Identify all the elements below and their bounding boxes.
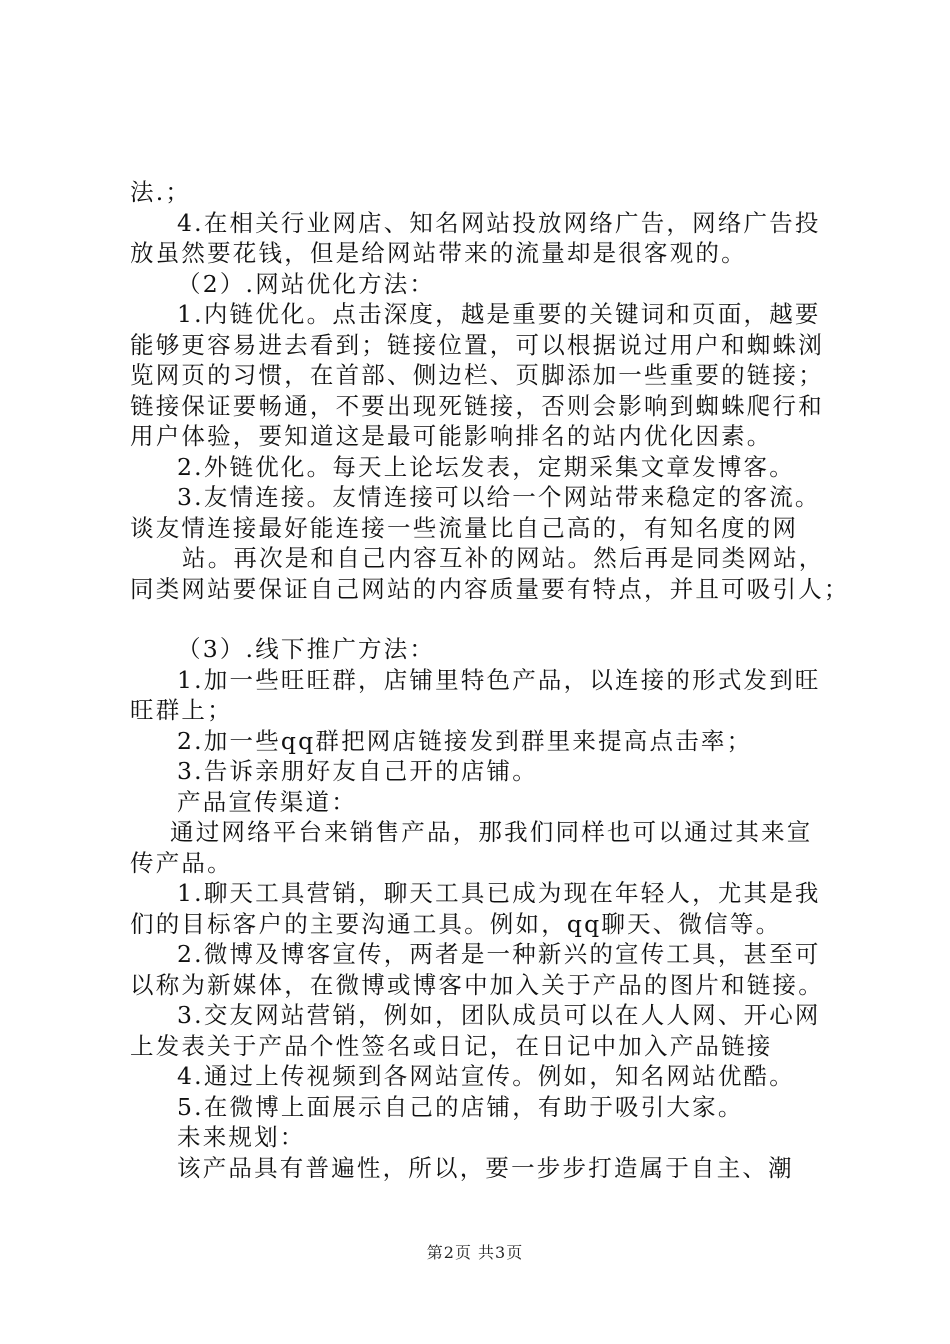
paragraph-line: 1.内链优化。点击深度，越是重要的关键词和页面，越要 <box>177 300 821 328</box>
section-heading: 未来规划： <box>177 1123 306 1151</box>
paragraph-line: 法.； <box>130 178 192 206</box>
paragraph-line: 该产品具有普遍性，所以，要一步步打造属于自主、潮 <box>177 1153 794 1182</box>
document-body <box>130 177 850 1183</box>
paragraph-line: 同类网站要保证自己网站的内容质量要有特点，并且可吸引人； <box>130 574 850 603</box>
paragraph-line: 4.通过上传视频到各网站宣传。例如，知名网站优酷。 <box>177 1062 795 1090</box>
paragraph-line: 3.告诉亲朋好友自己开的店铺。 <box>177 757 538 785</box>
paragraph-line: 2.外链优化。每天上论坛发表，定期采集文章发博客。 <box>177 452 795 481</box>
paragraph-gap <box>130 604 850 634</box>
section-heading: （2）.网站优化方法： <box>177 269 436 298</box>
paragraph-line: 站。再次是和自己内容互补的网站。然后再是同类网站， <box>182 544 825 572</box>
paragraph-line: 旺群上； <box>130 696 233 724</box>
paragraph-line: 链接保证要畅通，不要出现死链接，否则会影响到蜘蛛爬行和 <box>130 391 824 420</box>
paragraph-line: 3.友情连接。友情连接可以给一个网站带来稳定的客流。 <box>177 483 821 511</box>
section-heading: （3）.线下推广方法： <box>177 635 436 663</box>
paragraph-line: 览网页的习惯，在首部、侧边栏、页脚添加一些重要的链接； <box>130 361 824 389</box>
paragraph-line: 4.在相关行业网店、知名网站投放网络广告，网络广告投 <box>177 208 821 237</box>
paragraph-line: 上发表关于产品个性签名或日记，在日记中加入产品链接 <box>130 1031 773 1060</box>
paragraph-line: 通过网络平台来销售产品，那我们同样也可以通过其来宣 <box>170 818 813 846</box>
paragraph-line: 1.加一些旺旺群，店铺里特色产品，以连接的形式发到旺 <box>177 665 821 694</box>
page-footer: 第2页 共3页 <box>426 1243 524 1262</box>
paragraph-line: 2.微博及博客宣传，两者是一种新兴的宣传工具，甚至可 <box>177 940 821 968</box>
paragraph-line: 1.聊天工具营销，聊天工具已成为现在年轻人，尤其是我 <box>177 879 821 907</box>
paragraph-line: 传产品。 <box>130 848 233 877</box>
section-heading: 产品宣传渠道： <box>177 787 357 816</box>
paragraph-line: 们的目标客户的主要沟通工具。例如，qq聊天、微信等。 <box>130 909 782 938</box>
paragraph-line: 以称为新媒体，在微博或博客中加入关于产品的图片和链接。 <box>130 970 824 999</box>
paragraph-line: 放虽然要花钱，但是给网站带来的流量却是很客观的。 <box>130 239 747 267</box>
paragraph-line: 5.在微博上面展示自己的店铺，有助于吸引大家。 <box>177 1092 744 1121</box>
paragraph-line: 用户体验，要知道这是最可能影响排名的站内优化因素。 <box>130 422 773 450</box>
paragraph-line: 2.加一些qq群把网店链接发到群里来提高点击率； <box>177 726 753 755</box>
paragraph-line: 3.交友网站营销，例如，团队成员可以在人人网、开心网 <box>177 1001 821 1029</box>
paragraph-line: 能够更容易进去看到；链接位置，可以根据说过用户和蜘蛛浏 <box>130 330 824 359</box>
paragraph-line: 谈友情连接最好能连接一些流量比自己高的，有知名度的网 <box>130 513 799 542</box>
